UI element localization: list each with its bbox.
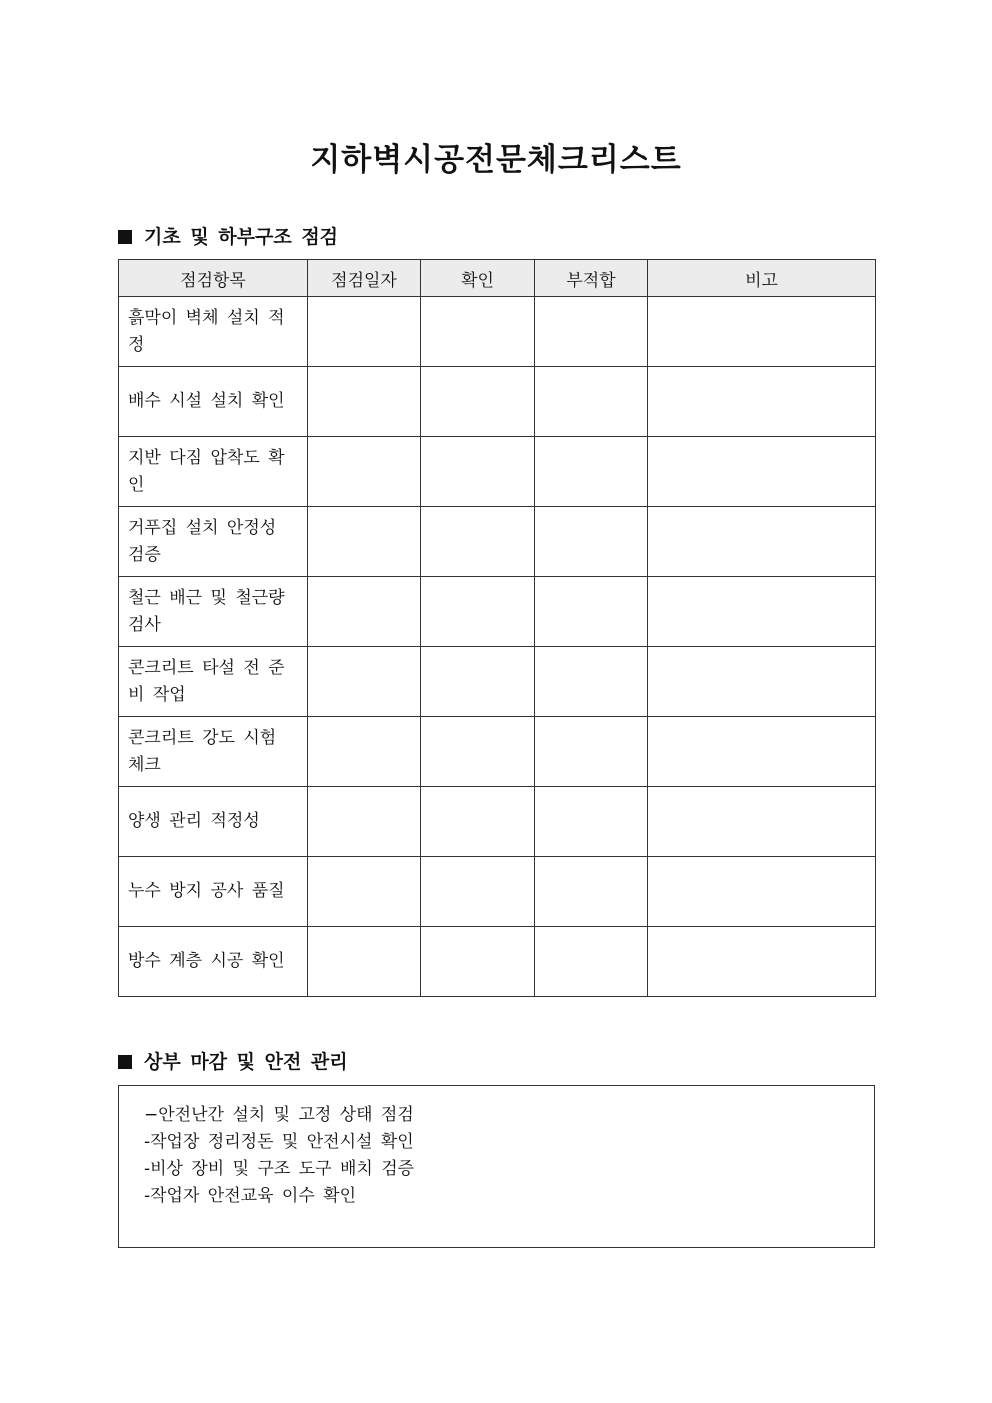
column-header-date: 점검일자 <box>308 260 421 297</box>
nonconform-cell[interactable] <box>535 857 648 927</box>
date-cell[interactable] <box>308 297 421 367</box>
checklist-item-cell: 누수 방지 공사 품질 <box>119 857 308 927</box>
date-cell[interactable] <box>308 787 421 857</box>
date-cell[interactable] <box>308 437 421 507</box>
date-cell[interactable] <box>308 577 421 647</box>
check-cell[interactable] <box>421 787 535 857</box>
date-cell[interactable] <box>308 857 421 927</box>
nonconform-cell[interactable] <box>535 297 648 367</box>
remark-cell[interactable] <box>648 297 876 367</box>
nonconform-cell[interactable] <box>535 647 648 717</box>
remark-cell[interactable] <box>648 437 876 507</box>
list-item: −안전난간 설치 및 고정 상태 점검 <box>144 1105 414 1125</box>
checklist-item-cell: 지반 다짐 압착도 확인 <box>119 437 308 507</box>
list-item: -비상 장비 및 구조 도구 배치 검증 <box>144 1159 415 1179</box>
column-header-item: 점검항목 <box>119 260 308 297</box>
nonconform-cell[interactable] <box>535 437 648 507</box>
check-cell[interactable] <box>421 857 535 927</box>
table-row <box>119 717 876 787</box>
safety-notes-box <box>118 1085 875 1248</box>
table-row <box>119 297 876 367</box>
table-row <box>119 437 876 507</box>
checklist-item-cell: 거푸집 설치 안정성 검증 <box>119 507 308 577</box>
check-cell[interactable] <box>421 437 535 507</box>
check-cell[interactable] <box>421 297 535 367</box>
column-header-check: 확인 <box>421 260 535 297</box>
check-cell[interactable] <box>421 507 535 577</box>
date-cell[interactable] <box>308 507 421 577</box>
remark-cell[interactable] <box>648 717 876 787</box>
check-cell[interactable] <box>421 367 535 437</box>
safety-notes-list <box>119 1086 874 1210</box>
black-square-bullet-icon <box>118 230 132 244</box>
section-heading-label: 기초 및 하부구조 점검 <box>144 226 339 248</box>
checklist-item-cell: 배수 시설 설치 확인 <box>119 367 308 437</box>
table-row <box>119 927 876 997</box>
nonconform-cell[interactable] <box>535 717 648 787</box>
checklist-item-cell: 양생 관리 적정성 <box>119 787 308 857</box>
remark-cell[interactable] <box>648 787 876 857</box>
table-row <box>119 367 876 437</box>
black-square-bullet-icon <box>118 1055 132 1069</box>
table-row <box>119 787 876 857</box>
table-row <box>119 857 876 927</box>
nonconform-cell[interactable] <box>535 577 648 647</box>
table-row <box>119 577 876 647</box>
checklist-item-cell: 철근 배근 및 철근량 검사 <box>119 577 308 647</box>
column-header-remark: 비고 <box>648 260 876 297</box>
date-cell[interactable] <box>308 647 421 717</box>
nonconform-cell[interactable] <box>535 787 648 857</box>
nonconform-cell[interactable] <box>535 367 648 437</box>
table-row <box>119 507 876 577</box>
remark-cell[interactable] <box>648 927 876 997</box>
checklist-item-cell: 방수 계층 시공 확인 <box>119 927 308 997</box>
nonconform-cell[interactable] <box>535 507 648 577</box>
section-heading-label: 상부 마감 및 안전 관리 <box>144 1051 348 1073</box>
section-heading-safety <box>118 1047 348 1074</box>
date-cell[interactable] <box>308 927 421 997</box>
foundation-checklist-table <box>118 259 876 997</box>
check-cell[interactable] <box>421 927 535 997</box>
checklist-item-cell: 흙막이 벽체 설치 적정 <box>119 297 308 367</box>
checklist-item-cell: 콘크리트 타설 전 준비 작업 <box>119 647 308 717</box>
nonconform-cell[interactable] <box>535 927 648 997</box>
section-heading-foundation <box>118 222 338 249</box>
column-header-nonconform: 부적합 <box>535 260 648 297</box>
check-cell[interactable] <box>421 647 535 717</box>
table-header-row <box>119 260 876 297</box>
check-cell[interactable] <box>421 717 535 787</box>
checklist-item-cell: 콘크리트 강도 시험 체크 <box>119 717 308 787</box>
remark-cell[interactable] <box>648 577 876 647</box>
remark-cell[interactable] <box>648 367 876 437</box>
date-cell[interactable] <box>308 717 421 787</box>
check-cell[interactable] <box>421 577 535 647</box>
remark-cell[interactable] <box>648 647 876 717</box>
list-item: -작업자 안전교육 이수 확인 <box>144 1186 356 1206</box>
list-item: -작업장 정리정돈 및 안전시설 확인 <box>144 1132 414 1152</box>
remark-cell[interactable] <box>648 507 876 577</box>
date-cell[interactable] <box>308 367 421 437</box>
document-title: 지하벽시공전문체크리스트 <box>310 142 682 178</box>
table-row <box>119 647 876 717</box>
remark-cell[interactable] <box>648 857 876 927</box>
